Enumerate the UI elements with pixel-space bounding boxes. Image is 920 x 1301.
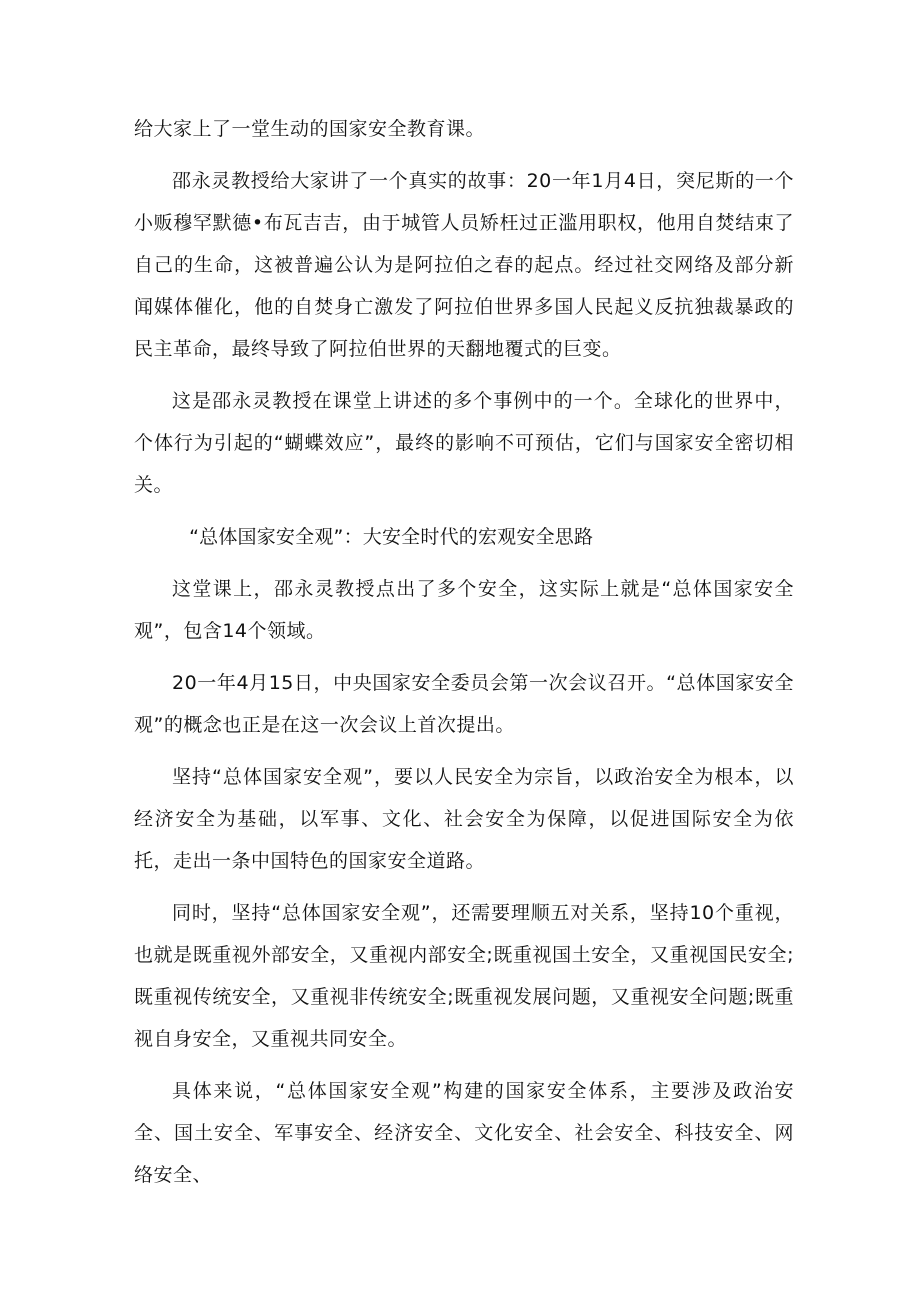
paragraph-story: 邵永灵教授给大家讲了一个真实的故事：20一年1月4日，突尼斯的一个小贩穆罕默德•布瓦吉吉，由于城管人员矫枉过正滥用职权，他用自焚结束了自己的生命，这被普遍公认为是阿拉伯之春的起点。经过社交网络及部分新闻媒体催化，他的自焚身亡激发了阿拉伯世界多国人民起义反抗独裁暴政的民主革命，最终导致了阿拉伯世界的天翻地覆式的巨变。 xyxy=(134,170,794,360)
paragraph-butterfly-effect: 这是邵永灵教授在课堂上讲述的多个事例中的一个。全球化的世界中，个体行为引起的“蝴蝶效应”，最终的影响不可预估，它们与国家安全密切相关。 xyxy=(134,390,794,496)
paragraph-security-system: 具体来说，“总体国家安全观”构建的国家安全体系，主要涉及政治安全、国土安全、军事安全、经济安全、文化安全、社会安全、科技安全、网络安全、 xyxy=(134,1080,794,1186)
paragraph-five-relations: 同时，坚持“总体国家安全观”，还需要理顺五对关系，坚持10个重视，也就是既重视外部安全，又重视内部安全;既重视国土安全，又重视国民安全;既重视传统安全，又重视非传统安全;既重视发展问题，又重视安全问题;既重视自身安全，又重视共同安全。 xyxy=(134,902,794,1050)
section-subheading: “总体国家安全观”：大安全时代的宏观安全思路 xyxy=(189,526,594,548)
paragraph-fourteen-domains: 这堂课上，邵永灵教授点出了多个安全，这实际上就是“总体国家安全观”，包含14个领域。 xyxy=(134,578,794,642)
paragraph-continuation: 给大家上了一堂生动的国家安全教育课。 xyxy=(134,118,486,140)
paragraph-first-meeting: 20一年4月15日，中央国家安全委员会第一次会议召开。“总体国家安全观”的概念也正是在这一次会议上首次提出。 xyxy=(134,672,794,736)
document-body xyxy=(134,108,794,1206)
paragraph-principles: 坚持“总体国家安全观”，要以人民安全为宗旨，以政治安全为根本，以经济安全为基础，以军事、文化、社会安全为保障，以促进国际安全为依托，走出一条中国特色的国家安全道路。 xyxy=(134,766,794,872)
